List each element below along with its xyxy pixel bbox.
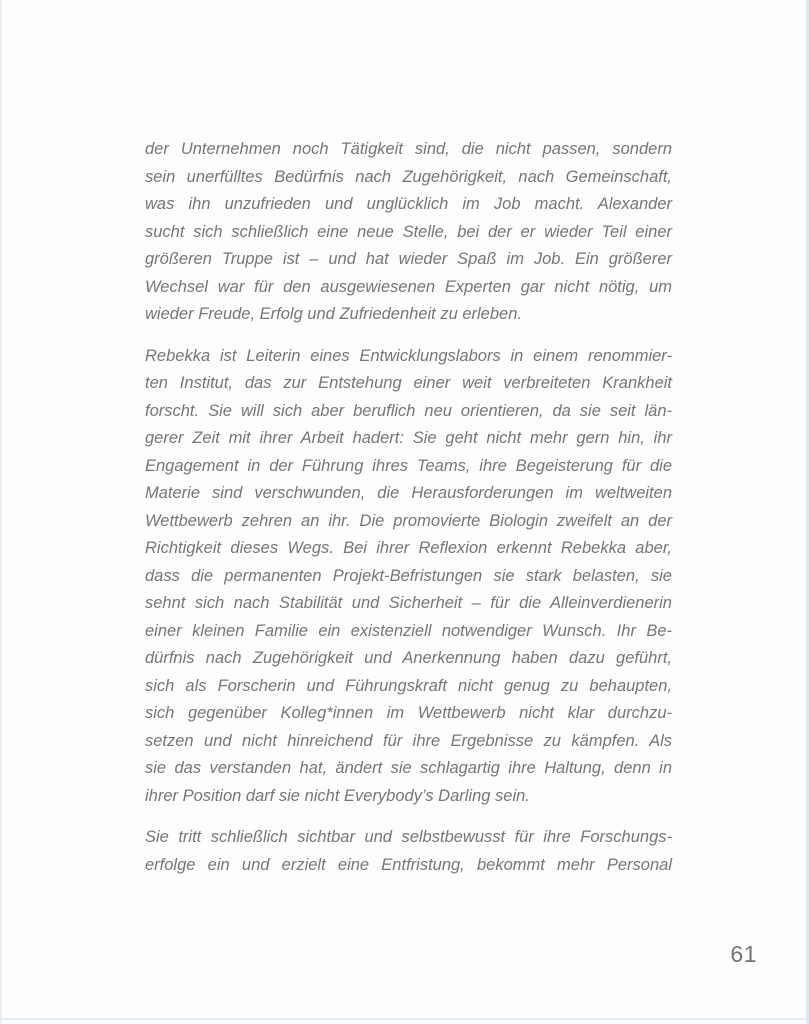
- text-line: dass die permanenten Projekt-Befristungen sie stark belasten, sie: [145, 566, 672, 585]
- text-line: Materie sind verschwunden, die Herausforderungen im weltweiten: [145, 484, 672, 502]
- text-line: was ihn unzufrieden und unglücklich im Job macht. Alexander: [145, 195, 672, 213]
- text-line: sehnt sich nach Stabilität und Sicherheit – für die Alleinverdienerin: [145, 594, 672, 612]
- text-line: gerer Zeit mit ihrer Arbeit hadert: Sie geht nicht mehr gern hin, ihr: [145, 429, 672, 447]
- text-line: Rebekka ist Leiterin eines Entwicklungslabors in einem renommier-: [145, 346, 672, 365]
- text-line: sucht sich schließlich eine neue Stelle, bei der er wieder Teil einer: [145, 222, 672, 241]
- text-line: wieder Freude, Erfolg und Zufriedenheit zu erleben.: [145, 305, 522, 323]
- text-line: ten Institut, das zur Entstehung einer weit verbreiteten Krankheit: [145, 374, 672, 392]
- text-line: Wechsel war für den ausgewiesenen Experten gar nicht nötig, um: [145, 277, 672, 296]
- text-line: sie das verstanden hat, ändert sie schlagartig ihre Haltung, denn in: [145, 759, 672, 777]
- text-line: ihrer Position darf sie nicht Everybody’s Darling sein.: [145, 786, 530, 805]
- text-line: Sie tritt schließlich sichtbar und selbstbewusst für ihre Forschungs-: [145, 828, 672, 846]
- page-number: 61: [730, 941, 757, 967]
- text-line: Engagement in der Führung ihres Teams, ihre Begeisterung für die: [145, 456, 672, 475]
- text-line: dürfnis nach Zugehörigkeit und Anerkennung haben dazu geführt,: [145, 649, 672, 667]
- text-line: Wettbewerb zehren an ihr. Die promovierte Biologin zweifelt an der: [145, 511, 672, 530]
- text-line: sein unerfülltes Bedürfnis nach Zugehörigkeit, nach Gemeinschaft,: [145, 167, 672, 186]
- text-line: setzen und nicht hinreichend für ihre Ergebnisse zu kämpfen. Als: [145, 731, 672, 750]
- text-line: einer kleinen Familie ein existenziell notwendiger Wunsch. Ihr Be-: [145, 621, 672, 640]
- paragraph-1: [145, 136, 672, 329]
- text-line: sich gegenüber Kolleg*innen im Wettbewerb nicht klar durchzu-: [145, 704, 672, 722]
- text-line: sich als Forscherin und Führungskraft nicht genug zu behaupten,: [145, 676, 672, 695]
- text-line: der Unternehmen noch Tätigkeit sind, die nicht passen, sondern: [145, 140, 672, 158]
- text-line: Richtigkeit dieses Wegs. Bei ihrer Reflexion erkennt Rebekka aber,: [145, 539, 672, 557]
- text-line: forscht. Sie will sich aber beruflich neu orientieren, da sie seit län-: [145, 401, 672, 420]
- body-text: [145, 136, 672, 893]
- paragraph-2: [145, 343, 672, 811]
- text-line: erfolge ein und erzielt eine Entfristung, bekommt mehr Personal: [145, 855, 672, 874]
- paragraph-3: [145, 824, 672, 879]
- text-line: größeren Truppe ist – und hat wieder Spaß im Job. Ein größerer: [145, 250, 672, 268]
